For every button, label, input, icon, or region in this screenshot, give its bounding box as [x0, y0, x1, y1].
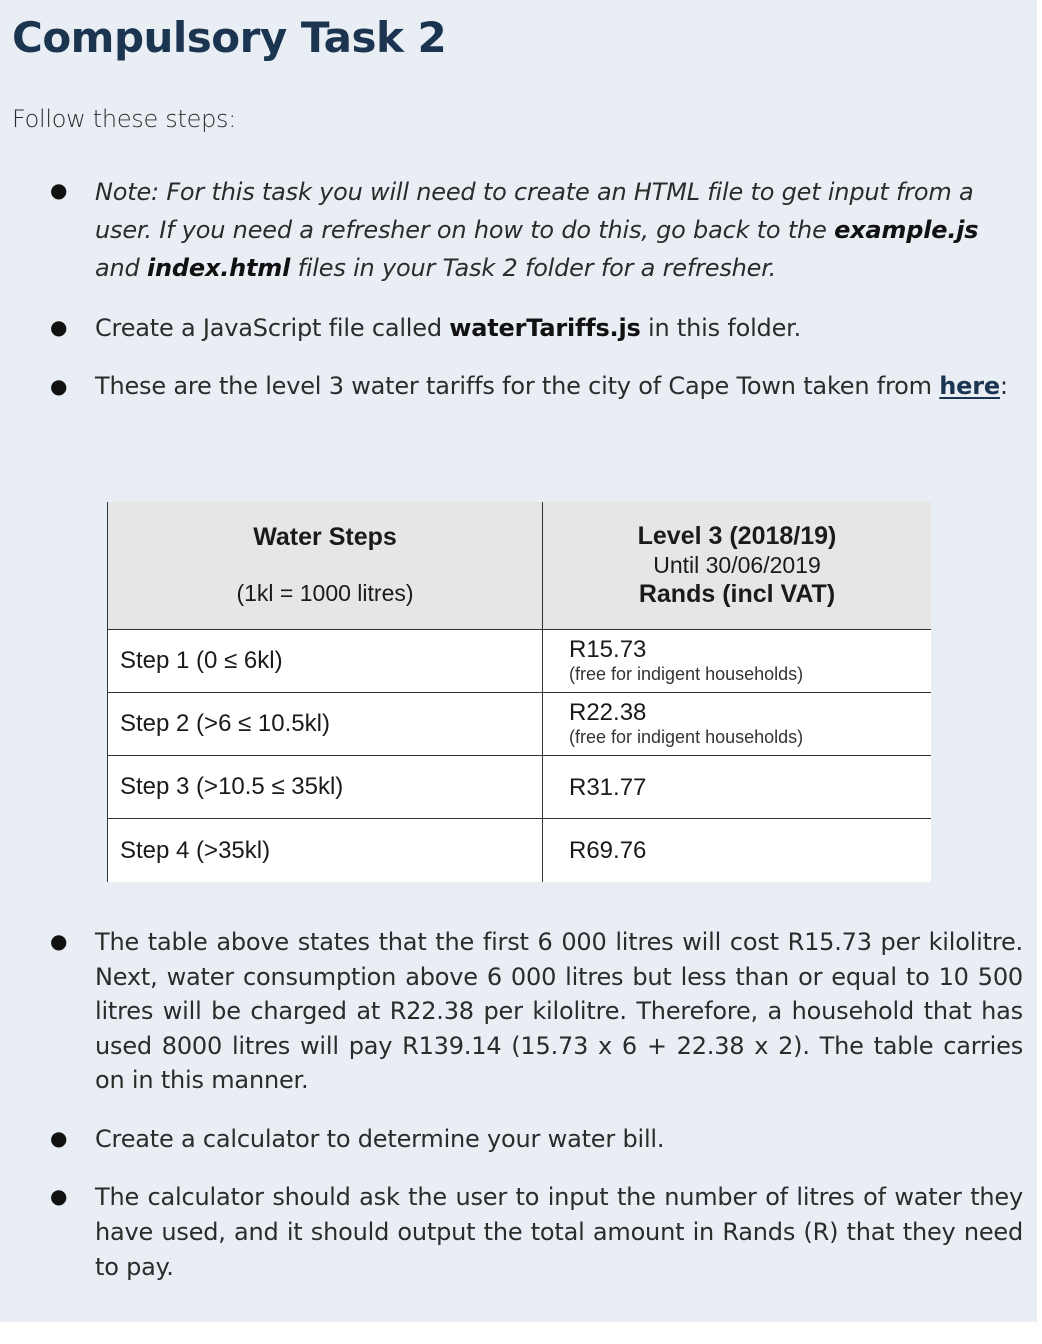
price-cell [543, 692, 932, 755]
note-text-end: files in your Task 2 folder for a refresher. [290, 254, 777, 282]
bullet-marker: ● [50, 929, 68, 953]
note-text-and: and [95, 254, 147, 282]
table-row [108, 755, 932, 818]
tariffs-intro-text: These are the level 3 water tariffs for the city of Cape Town taken from [95, 372, 940, 400]
create-file-text: Create a JavaScript file called [95, 314, 450, 342]
create-file-text-end: in this folder. [640, 314, 802, 342]
header-water-steps [108, 502, 543, 629]
bullet-marker: ● [50, 1126, 68, 1150]
price-value: R69.76 [569, 837, 647, 865]
table-header-row [108, 502, 932, 629]
header-level-3-date: Until 30/06/2019 [653, 551, 821, 578]
price-cell [543, 755, 932, 818]
table-row [108, 692, 932, 755]
explanation-item: The table above states that the first 6 000 litres will cost R15.73 per kilolitre. Next, water consumption above 6 000 litres but less than or equal to 10 500 litres will be charged at R22.38 per kilolitre. Therefore, a household that has used 8000 litres will pay R139.14 (15.73 x 6 + 22.38 x 2). The table carries on in this manner. [95, 928, 1023, 1094]
price-value: R31.77 [569, 773, 647, 801]
water-tariff-table [107, 502, 931, 882]
step-cell: Step 3 (>10.5 ≤ 35kl) [108, 755, 543, 818]
header-water-steps-title: Water Steps [253, 522, 397, 551]
step-cell: Step 1 (0 ≤ 6kl) [108, 629, 543, 692]
price-value: R15.73 [569, 636, 647, 664]
price-note: (free for indigent households) [569, 727, 804, 748]
tariffs-intro-item [95, 369, 1023, 404]
step-cell: Step 4 (>35kl) [108, 819, 543, 882]
intro-text: Follow these steps: [12, 105, 236, 133]
header-level-3-currency: Rands (incl VAT) [638, 579, 836, 608]
price-note: (free for indigent households) [569, 664, 804, 685]
index-html-filename: index.html [146, 254, 291, 282]
create-file-item [95, 310, 1023, 346]
price-cell [543, 629, 932, 692]
table-row [108, 629, 932, 692]
page-title: Compulsory Task 2 [12, 13, 447, 62]
price-cell [543, 819, 932, 882]
example-js-filename: example.js [834, 216, 979, 244]
calculator-details-item: The calculator should ask the user to input the number of litres of water they have used, and it should output the total amount in Rands (R) that they need to pay. [95, 1183, 1023, 1281]
bullet-marker: ● [50, 315, 68, 339]
bullet-marker: ● [50, 1184, 68, 1208]
header-level-3 [543, 502, 932, 629]
note-item [95, 173, 1023, 287]
note-text: Note: For this task you will need to create an HTML file to get input from a user. If you need a refresher on how to do this, go back to the [95, 178, 974, 244]
step-cell: Step 2 (>6 ≤ 10.5kl) [108, 692, 543, 755]
header-water-steps-subtitle: (1kl = 1000 litres) [236, 579, 414, 606]
table-row [108, 819, 932, 882]
tariffs-intro-suffix: : [999, 372, 1008, 400]
header-level-3-title: Level 3 (2018/19) [637, 521, 837, 550]
water-tariffs-filename: waterTariffs.js [449, 314, 641, 342]
calculator-item: Create a calculator to determine your water bill. [95, 1125, 665, 1153]
bullet-marker: ● [50, 374, 68, 398]
source-link[interactable]: here [939, 372, 1000, 400]
bullet-marker: ● [50, 178, 68, 202]
price-value: R22.38 [569, 699, 647, 727]
